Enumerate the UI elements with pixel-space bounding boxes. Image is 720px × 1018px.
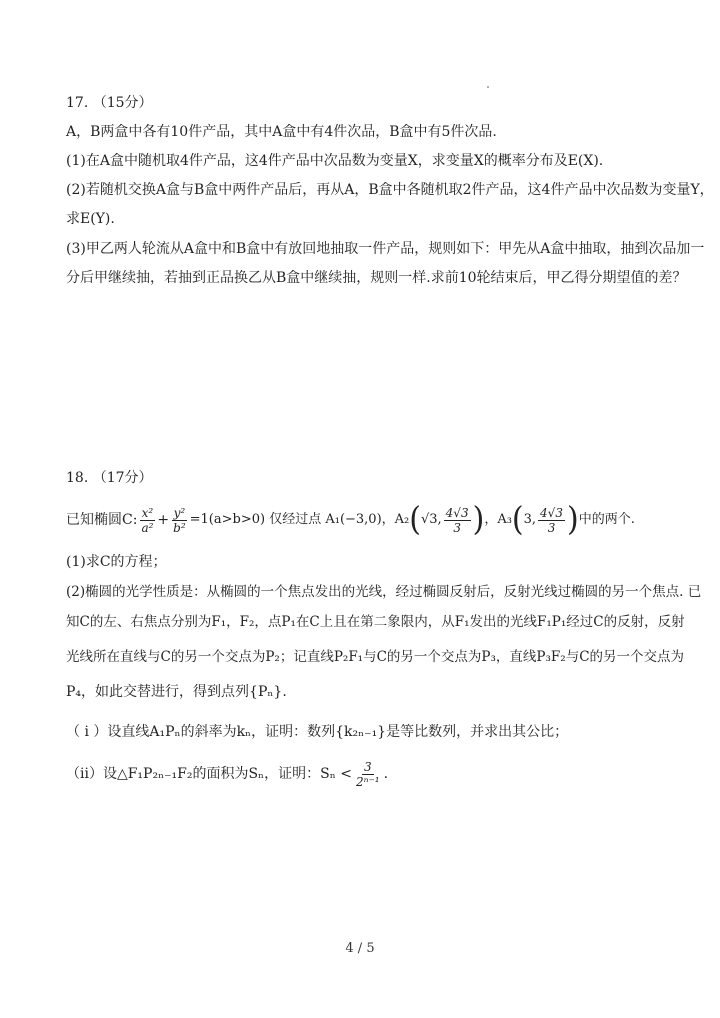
a2-x: √3, [420,512,442,527]
a3-x: 3, [523,512,537,527]
q18-header: 18. （17分） [66,470,153,486]
q17-part3-line2: 分后甲继续抽，若抽到正品换乙从B盒中继续抽，规则一样.求前10轮结束后，甲乙得分期望值的差？ [66,270,687,286]
q17-intro: A，B两盒中各有10件产品，其中A盒中有4件次品，B盒中有5件次品. [66,124,497,140]
q18-part2-line1: (2)椭圆的光学性质是：从椭圆的一个焦点发出的光线，经过椭圆反射后，反射光线过椭圆的另一个焦点. 已 [66,584,702,600]
q18-part2-line4: P₄，如此交替进行，得到点列{Pₙ}. [66,684,287,700]
q18-given-suffix: 中的两个. [578,512,635,527]
a2-y-num: 4√3 [445,505,469,520]
a2-y-den: 3 [453,520,461,535]
ellipse-x-fraction [139,506,155,535]
q18-subpart-i: （ i ）设直线A₁Pₙ的斜率为kₙ，证明：数列{k₂ₙ₋₁}是等比数列，并求出其公比； [66,724,569,740]
q18-equation-rest: =1(a>b>0) 仅经过点 A₁(−3,0)，A₂ [189,512,410,527]
q18-part1: (1)求C的方程； [66,554,167,570]
q18-subpart-ii-prefix: （ii）设△F₁P₂ₙ₋₁F₂的面积为Sₙ，证明：Sₙ < [66,766,352,782]
sn-bound-den: 2ⁿ⁻¹ [355,774,380,789]
q18-given-line [66,500,666,540]
y-squared: y² [173,505,186,520]
right-paren: ) [472,500,485,539]
q18-part2-line3: 光线所在直线与C的另一个交点为P₂；记直线P₂F₁与C的另一个交点为P₃，直线P₃F₂与C的另一个交点为 [66,649,685,665]
left-paren: ( [511,500,524,539]
a3-label: ，A₃ [484,512,512,527]
q18-subpart-ii [66,756,666,792]
a3-y-fraction [538,506,565,535]
a3-y-den: 3 [547,520,556,535]
scan-speck [487,86,489,88]
q17-header: 17. （15分） [66,95,153,111]
sn-bound-fraction [354,760,382,789]
q18-subpart-ii-suffix: . [383,766,389,782]
b-squared: b² [173,520,186,535]
q17-part2-line1: (2)若随机交换A盒与B盒中两件产品后，再从A，B盒中各随机取2件产品，这4件产品中次品数为变量Y， [66,182,714,198]
x-squared: x² [141,505,154,520]
plus-sign: + [157,512,170,528]
sn-bound-num: 3 [363,759,372,774]
page-number: 4 / 5 [345,941,375,956]
q17-part2-line2: 求E(Y). [66,211,115,227]
left-paren: ( [409,500,421,539]
a2-y-fraction [444,506,471,535]
q17-part1: (1)在A盒中随机取4件产品，这4件产品中次品数为变量X，求变量X的概率分布及E(X). [66,153,604,169]
a-squared: a² [141,520,154,535]
q17-part3-line1: (3)甲乙两人轮流从A盒中和B盒中有放回地抽取一件产品，规则如下：甲先从A盒中抽取，抽到次品加一 [66,241,705,257]
ellipse-y-fraction [171,506,188,535]
q18-part2-line2: 知C的左、右焦点分别为F₁，F₂，点P₁在C上且在第二象限内，从F₁发出的光线F₁P₁经过C的反射，反射 [66,614,685,630]
a3-y-num: 4√3 [540,505,563,520]
right-paren: ) [566,500,579,539]
q18-given-prefix: 已知椭圆C: [66,512,138,528]
